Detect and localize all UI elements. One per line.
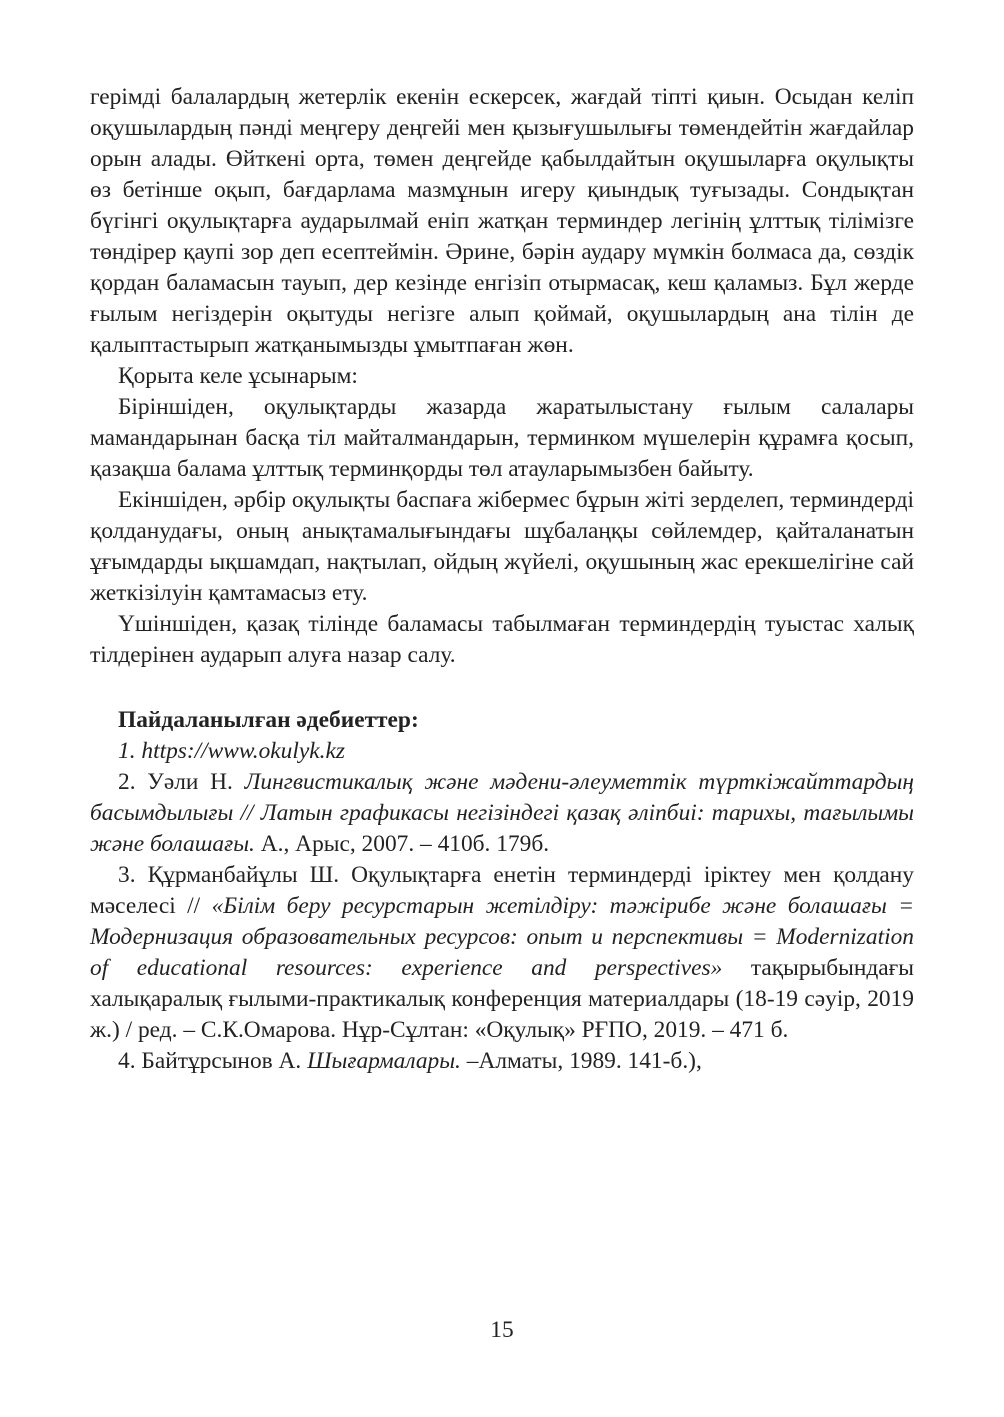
reference-item-4 (90, 1046, 914, 1077)
reference-publication: А., Арыс, 2007. – 410б. 179б. (254, 831, 550, 857)
paragraph-first-proposal: Біріншіден, оқулықтарды жазарда жаратылыстану ғылым салалары мамандарынан басқа тіл майталмандарын, терминком мүшелерін құрамға қосып, қазақша балама ұлттық терминқорды төл атауларымызбен байыту. (90, 394, 914, 482)
paragraph-third-proposal: Үшіншіден, қазақ тілінде баламасы табылмаған терминдердің туыстас халық тілдерінен аударып алуға назар салу. (90, 611, 914, 668)
reference-author: 3. Құрманбайұлы Ш. Оқулықтарға енетін терминдерді іріктеу мен қолдану мәселесі // (90, 862, 914, 919)
reference-item-3 (90, 860, 914, 1046)
page-number: 15 (490, 1317, 514, 1343)
reference-title: Лингвистикалық және мәдени-әлеуметтік түрткіжайттардың басымдылығы // Латын графикасы негізіндегі қазақ әліпбиі: тарихы, тағылымы және болашағы. (90, 769, 914, 857)
body-text (90, 82, 914, 1077)
paragraph-continuation: герімді балалардың жетерлік екенін ескерсек, жағдай тіпті қиын. Осыдан келіп оқушылардың пәнді меңгеру деңгейі мен қызығушылығы төмендейтін жағдайлар орын алады. Өйткені орта, төмен деңгейде қабылдайтын оқушыларға оқулықты өз бетінше оқып, бағдарлама мазмұнын игеру қиындық туғызады. Сондықтан бүгінгі оқулықтарға аударылмай еніп жатқан терминдер легінің ұлттық тілімізге төндірер қаупі зор деп есептеймін. Әрине, бәрін аудару мүмкін болмаса да, сөздік қордан баламасын тауып, дер кезінде енгізіп отырмасақ, кеш қаламыз. Бұл жерде ғылым негіздерін оқытуды негізге алып қоймай, оқушылардың ана тілін де қалыптастырып жатқанымызды ұмытпаған жөн. (90, 84, 914, 358)
reference-publication: –Алматы, 1989. 141-б.), (460, 1048, 702, 1074)
reference-title: Шығармалары. (307, 1048, 461, 1074)
reference-item-1[interactable]: 1. https://www.okulyk.kz (118, 738, 345, 764)
reference-author: 2. Уәли Н. (118, 769, 245, 795)
reference-publication: тақырыбындағы халықаралық ғылыми-практикалық конференция материалдары (18-19 сәуір, 2019 ж.) / ред. – С.К.Омарова. Нұр-Сұлтан: «Оқулық» РҒПО, 2019. – 471 б. (90, 955, 914, 1043)
paragraph-second-proposal: Екіншіден, әрбір оқулықты баспаға жібермес бұрын жіті зерделеп, терминдерді қолданудағы, оның анықтамалығындағы шұбалаңқы сөйлемдер, қайталанатын ұғымдарды ықшамдап, нақтылап, ойдың жүйелі, оқушының жас ерекшелігіне сай жеткізілуін қамтамасыз ету. (90, 487, 914, 606)
references-heading: Пайдаланылған әдебиеттер: (118, 707, 419, 733)
reference-title: «Білім беру ресурстарын жетілдіру: тәжірибе және болашағы = Модернизация образовательных ресурсов: опыт и перспективы = Modernization of educational resources: experience and perspectives» (90, 893, 914, 981)
reference-item-2 (90, 767, 914, 860)
reference-author: 4. Байтұрсынов А. (118, 1048, 308, 1074)
paragraph-conclusion-intro: Қорыта келе ұсынарым: (118, 363, 358, 389)
